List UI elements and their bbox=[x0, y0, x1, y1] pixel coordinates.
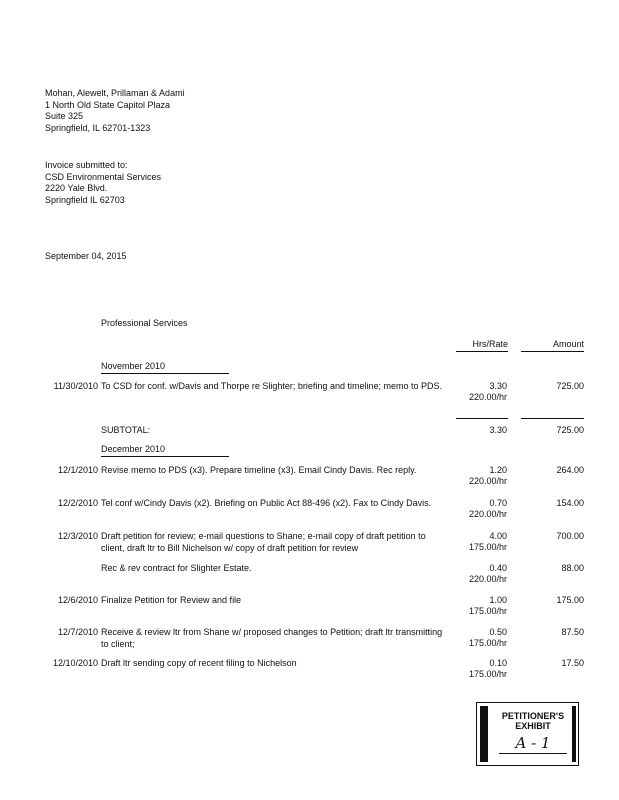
subtotal-label: SUBTOTAL: bbox=[101, 425, 151, 435]
entry-amount: 87.50 bbox=[561, 627, 584, 637]
client-address-line: 2220 Yale Blvd. bbox=[45, 183, 108, 193]
entry-hours: 4.00 bbox=[489, 531, 507, 541]
entry-date: 12/10/2010 bbox=[52, 658, 98, 668]
entry-amount: 88.00 bbox=[561, 563, 584, 573]
entry-amount: 700.00 bbox=[556, 531, 584, 541]
firm-name: Mohan, Alewelt, Prillaman & Adami bbox=[45, 88, 185, 98]
entry-amount: 175.00 bbox=[556, 595, 584, 605]
entry-description: Finalize Petition for Review and file bbox=[101, 595, 242, 605]
entry-amount: 725.00 bbox=[556, 381, 584, 391]
subtotal-amount: 725.00 bbox=[556, 425, 584, 435]
month-heading-november: November 2010 bbox=[101, 361, 229, 374]
entry-description: Revise memo to PDS (x3). Prepare timeline (x3). Email Cindy Davis. Rec reply. bbox=[101, 465, 417, 475]
entry-date: 12/2/2010 bbox=[57, 498, 98, 508]
firm-city: Springfield, IL 62701-1323 bbox=[45, 122, 151, 133]
entry-hours: 3.30 bbox=[489, 381, 507, 391]
entry-date: 11/30/2010 bbox=[53, 381, 98, 391]
stamp-bar bbox=[480, 706, 488, 762]
entry-amount: 154.00 bbox=[556, 498, 584, 508]
entry-rate: 220.00/hr bbox=[468, 392, 507, 402]
entry-rate: 175.00/hr bbox=[468, 606, 507, 616]
subtotal-hours: 3.30 bbox=[489, 425, 507, 435]
entry-description: Draft ltr sending copy of recent filing to Nichelson bbox=[101, 658, 297, 668]
entry-description: Tel conf w/Cindy Davis (x2). Briefing on Public Act 88-496 (x2). Fax to Cindy Davis. bbox=[101, 498, 432, 508]
entry-rate: 220.00/hr bbox=[468, 476, 507, 486]
section-title: Professional Services bbox=[101, 318, 188, 328]
month-heading-december: December 2010 bbox=[101, 444, 229, 457]
entry-date: 12/3/2010 bbox=[57, 531, 98, 541]
entry-rate: 175.00/hr bbox=[468, 669, 507, 679]
entry-hours: 0.50 bbox=[489, 627, 507, 637]
entry-rate: 175.00/hr bbox=[468, 542, 507, 552]
client-name: CSD Environmental Services bbox=[45, 171, 162, 182]
entry-rate: 175.00/hr bbox=[468, 638, 507, 648]
entry-date: 12/7/2010 bbox=[57, 627, 98, 637]
entry-rate: 220.00/hr bbox=[468, 509, 507, 519]
entry-hours: 1.20 bbox=[489, 465, 507, 475]
entry-hours: 1.00 bbox=[489, 595, 507, 605]
entry-hours: 0.10 bbox=[489, 658, 507, 668]
column-header-rate: Hrs/Rate bbox=[456, 339, 508, 352]
stamp-title: PETITIONER'S EXHIBIT bbox=[501, 711, 565, 731]
stamp-exhibit-number: A - 1 bbox=[499, 733, 567, 754]
entry-amount: 264.00 bbox=[556, 465, 584, 475]
firm-address-line1: 1 North Old State Capitol Plaza bbox=[45, 99, 171, 110]
invoice-intro: Invoice submitted to: bbox=[45, 160, 128, 170]
firm-address-line2: Suite 325 bbox=[45, 111, 84, 121]
entry-hours: 0.40 bbox=[489, 563, 507, 573]
invoice-date: September 04, 2015 bbox=[45, 251, 127, 261]
entry-description: Draft petition for review; e-mail questions to Shane; e-mail copy of draft petition to client, draft ltr to Bill Nichelson w/ copy of draft petition for review bbox=[101, 531, 426, 553]
entry-rate: 220.00/hr bbox=[468, 574, 507, 584]
client-city: Springfield IL 62703 bbox=[45, 194, 125, 205]
entry-date: 12/1/2010 bbox=[57, 465, 98, 475]
subtotal-rule-amount bbox=[521, 418, 584, 419]
client-address bbox=[45, 160, 161, 206]
entry-description: To CSD for conf. w/Davis and Thorpe re Slighter; briefing and timeline; memo to PDS. bbox=[101, 381, 442, 391]
exhibit-stamp bbox=[476, 702, 579, 766]
entry-date: 12/6/2010 bbox=[57, 595, 98, 605]
firm-address bbox=[45, 88, 185, 134]
entry-description: Rec & rev contract for Slighter Estate. bbox=[101, 563, 252, 573]
subtotal-rule-hours bbox=[456, 418, 508, 419]
entry-amount: 17.50 bbox=[561, 658, 584, 668]
column-header-amount: Amount bbox=[521, 339, 584, 352]
entry-description: Receive & review ltr from Shane w/ proposed changes to Petition; draft ltr transmitting to client; bbox=[101, 627, 443, 649]
entry-hours: 0.70 bbox=[489, 498, 507, 508]
